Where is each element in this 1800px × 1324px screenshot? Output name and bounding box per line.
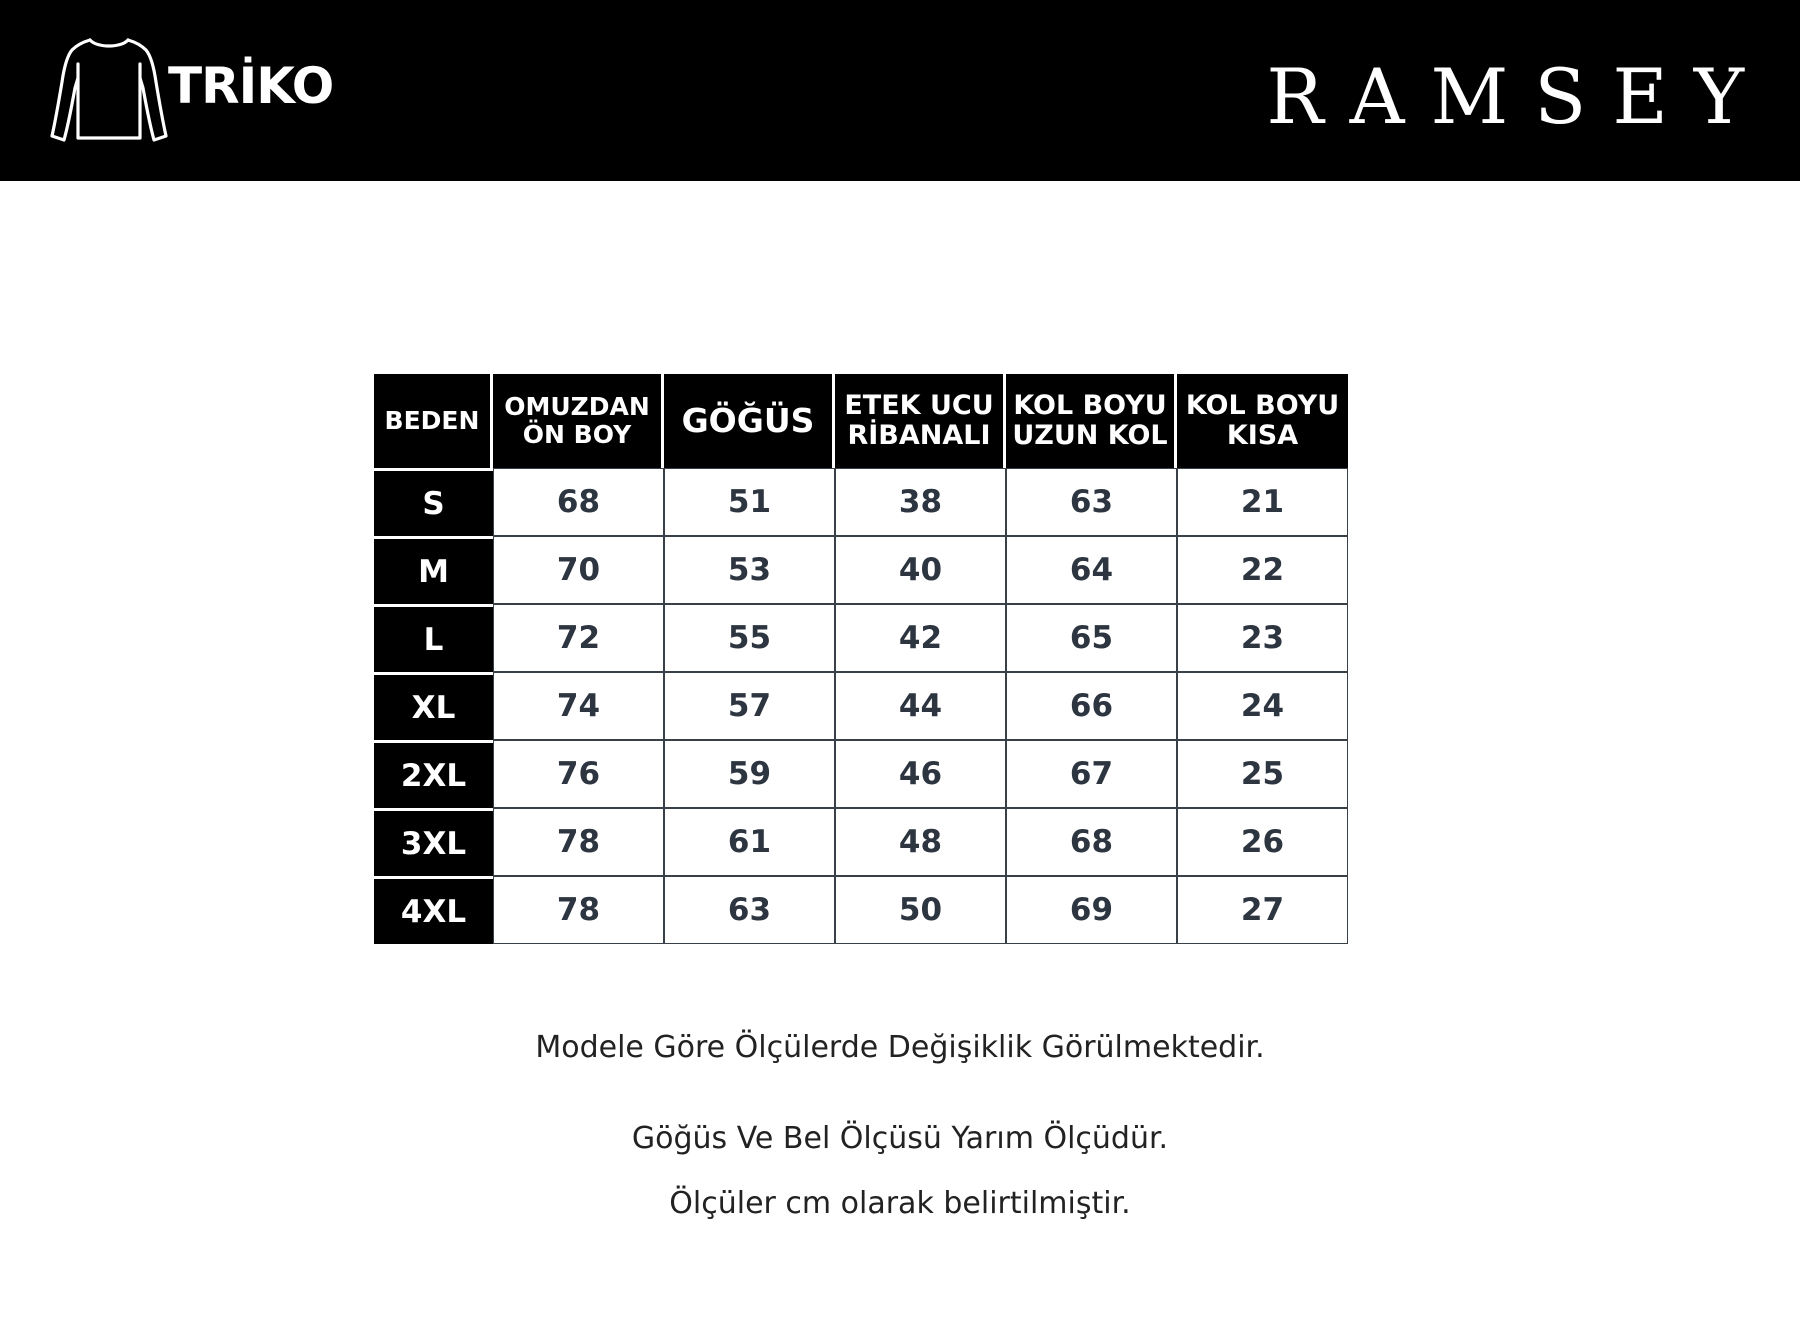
measurement-cell: 50 [835, 876, 1006, 944]
measurement-cell: 76 [493, 740, 664, 808]
measurement-cell: 64 [1006, 536, 1177, 604]
measurement-cell: 42 [835, 604, 1006, 672]
sweater-icon [50, 34, 168, 144]
measurement-cell: 38 [835, 468, 1006, 536]
measurement-cell: 48 [835, 808, 1006, 876]
measurement-cell: 65 [1006, 604, 1177, 672]
measurement-cell: 78 [493, 808, 664, 876]
table-row [374, 604, 1350, 672]
measurement-cell: 46 [835, 740, 1006, 808]
brand-logo: RAMSEY [1266, 52, 1770, 141]
table-row [374, 468, 1350, 536]
measurement-cell: 69 [1006, 876, 1177, 944]
measurement-cell: 44 [835, 672, 1006, 740]
column-header: GÖĞÜS [664, 374, 835, 468]
measurement-cell: 26 [1177, 808, 1348, 876]
measurement-cell: 74 [493, 672, 664, 740]
measurement-cell: 63 [1006, 468, 1177, 536]
table-body [374, 468, 1350, 944]
table-row [374, 876, 1350, 944]
measurement-cell: 27 [1177, 876, 1348, 944]
measurement-cell: 23 [1177, 604, 1348, 672]
note-half-measurement: Göğüs Ve Bel Ölçüsü Yarım Ölçüdür. [631, 1121, 1169, 1156]
measurement-cell: 59 [664, 740, 835, 808]
header-bar [0, 0, 1800, 181]
measurement-cell: 40 [835, 536, 1006, 604]
column-header: KOL BOYU UZUN KOL [1006, 374, 1177, 468]
measurement-cell: 68 [493, 468, 664, 536]
size-label-cell: L [374, 604, 493, 672]
measurement-cell: 72 [493, 604, 664, 672]
measurement-cell: 61 [664, 808, 835, 876]
column-header: BEDEN [374, 374, 493, 468]
measurement-cell: 70 [493, 536, 664, 604]
column-header: KOL BOYU KISA [1177, 374, 1348, 468]
measurement-cell: 66 [1006, 672, 1177, 740]
category-title: TRİKO [168, 57, 334, 115]
measurement-cell: 53 [664, 536, 835, 604]
table-row [374, 536, 1350, 604]
size-label-cell: 2XL [374, 740, 493, 808]
table-row [374, 808, 1350, 876]
measurement-cell: 22 [1177, 536, 1348, 604]
table-row [374, 740, 1350, 808]
table-header-row [374, 374, 1350, 468]
size-chart-table [374, 374, 1350, 944]
note-units: Ölçüler cm olarak belirtilmiştir. [669, 1186, 1131, 1221]
measurement-cell: 67 [1006, 740, 1177, 808]
measurement-cell: 63 [664, 876, 835, 944]
note-model-variation: Modele Göre Ölçülerde Değişiklik Görülmektedir. [535, 1030, 1265, 1065]
size-label-cell: XL [374, 672, 493, 740]
measurement-cell: 21 [1177, 468, 1348, 536]
size-label-cell: 3XL [374, 808, 493, 876]
table-row [374, 672, 1350, 740]
measurement-cell: 25 [1177, 740, 1348, 808]
column-header: OMUZDAN ÖN BOY [493, 374, 664, 468]
size-label-cell: M [374, 536, 493, 604]
size-label-cell: S [374, 468, 493, 536]
measurement-cell: 51 [664, 468, 835, 536]
measurement-cell: 24 [1177, 672, 1348, 740]
column-header: ETEK UCU RİBANALI [835, 374, 1006, 468]
measurement-cell: 55 [664, 604, 835, 672]
measurement-cell: 57 [664, 672, 835, 740]
size-label-cell: 4XL [374, 876, 493, 944]
measurement-cell: 78 [493, 876, 664, 944]
measurement-cell: 68 [1006, 808, 1177, 876]
